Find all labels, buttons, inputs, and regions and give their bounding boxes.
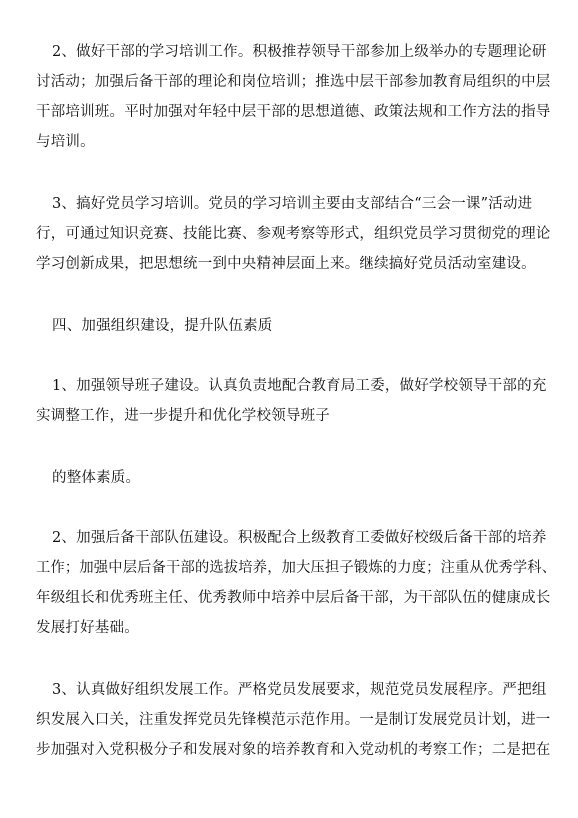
- paragraph-2-line-1: 3、搞好党员学习培训。党员的学习培训主要由支部结合“三会一课”活动进: [52, 196, 533, 212]
- paragraph-3-line-2: 实调整工作，进一步提升和优化学校领导班子: [36, 408, 330, 424]
- paragraph-4-line-2: 工作；加强中层后备干部的选拔培养，加大压担子锻炼的力度；注重从优秀学科、: [36, 560, 557, 576]
- paragraph-3-line-1: 1、加强领导班子建设。认真负责地配合教育局工委，做好学校领导干部的充: [52, 378, 547, 394]
- paragraph-4-line-3: 年级组长和优秀班主任、优秀教师中培养中层后备干部，为干部队伍的健康成长: [36, 590, 551, 606]
- paragraph-1-line-2: 讨活动；加强后备干部的理论和岗位培训；推选中层干部参加教育局组织的中层: [36, 74, 551, 90]
- paragraph-1-line-4: 与培训。: [36, 134, 95, 150]
- paragraph-4-line-1: 2、加强后备干部队伍建设。积极配合上级教育工委做好校级后备干部的培养: [52, 530, 547, 546]
- paragraph-1-line-1: 2、做好干部的学习培训工作。积极推荐领导干部参加上级举办的专题理论研: [52, 44, 547, 60]
- paragraph-3-continuation: 的整体素质。: [52, 470, 141, 486]
- paragraph-2-line-3: 学习创新成果，把思想统一到中央精神层面上来。继续搞好党员活动室建设。: [36, 256, 536, 272]
- paragraph-5-line-3: 步加强对入党积极分子和发展对象的培养教育和入党动机的考察工作；二是把在: [36, 742, 551, 758]
- paragraph-4-line-4: 发展打好基础。: [36, 620, 139, 636]
- paragraph-1-line-3: 干部培训班。平时加强对年轻中层干部的思想道德、政策法规和工作方法的指导: [36, 104, 551, 120]
- section-heading: 四、加强组织建设，提升队伍素质: [52, 318, 273, 334]
- paragraph-5-line-2: 织发展入口关，注重发挥党员先锋模范示范作用。一是制订发展党员计划，进一: [36, 712, 551, 728]
- paragraph-5-line-1: 3、认真做好组织发展工作。严格党员发展要求，规范党员发展程序。严把组: [52, 682, 547, 698]
- paragraph-2-line-2: 行，可通过知识竞赛、技能比赛、参观考察等形式，组织党员学习贯彻党的理论: [36, 226, 551, 242]
